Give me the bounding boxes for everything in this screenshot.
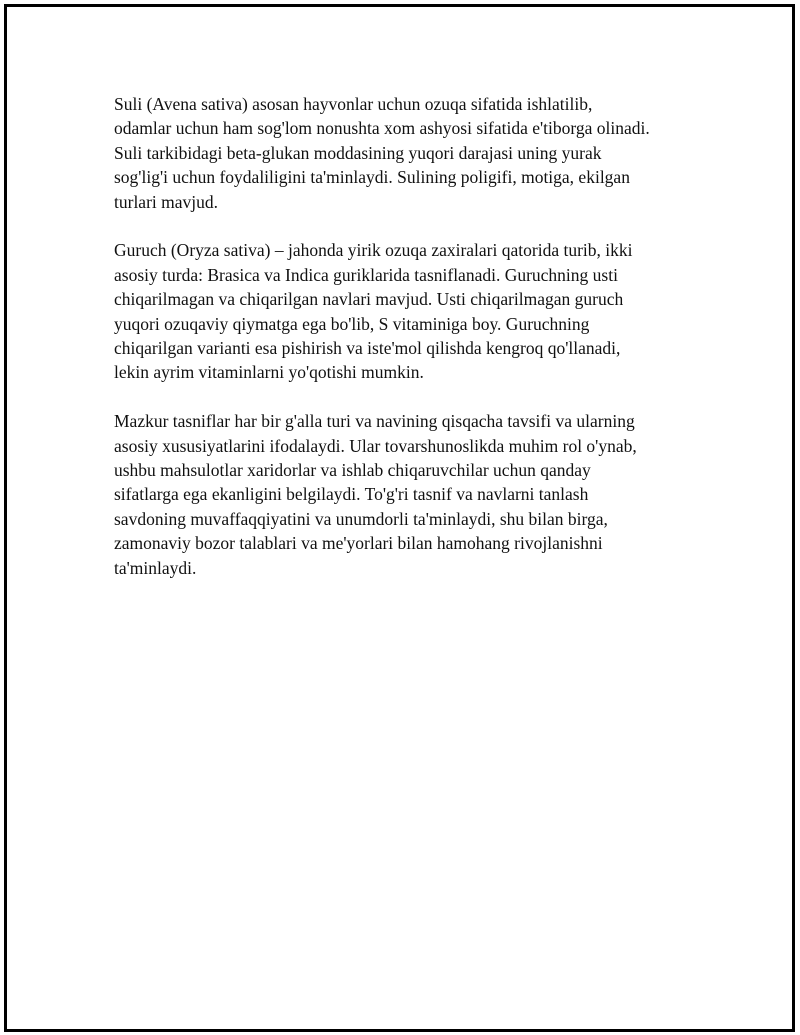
text-line: chiqarilgan varianti esa pishirish va iste'mol qilishda kengroq qo'llanadi, <box>114 338 621 359</box>
text-line: Guruch (Oryza sativa) – jahonda yirik ozuqa zaxiralari qatorida turib, ikki <box>114 240 633 261</box>
text-line: Suli (Avena sativa) asosan hayvonlar uchun ozuqa sifatida ishlatilib, <box>114 94 593 114</box>
text-line: ta'minlaydi. <box>114 557 197 578</box>
text-line: ushbu mahsulotlar xaridorlar va ishlab chiqaruvchilar uchun qanday <box>114 460 591 481</box>
text-line: yuqori ozuqaviy qiymatga ega bo'lib, S vitaminiga boy. Guruchning <box>114 313 590 334</box>
text-line: turlari mavjud. <box>114 191 219 212</box>
paragraph-rice <box>114 238 714 384</box>
text-line: zamonaviy bozor talablari va me'yorlari bilan hamohang rivojlanishni <box>114 533 603 554</box>
text-line: savdoning muvaffaqqiyatini va unumdorli ta'minlaydi, shu bilan birga, <box>114 508 608 529</box>
text-line: chiqarilmagan va chiqarilgan navlari mavjud. Usti chiqarilmagan guruch <box>114 289 624 310</box>
text-line: sog'lig'i uchun foydaliligini ta'minlaydi. Sulining poligifi, motiga, ekilgan <box>114 167 630 188</box>
paragraph-oats <box>114 92 714 214</box>
text-line: asosiy turda: Brasica va Indica guriklarida tasniflanadi. Guruchning usti <box>114 264 618 285</box>
text-line: Suli tarkibidagi beta-glukan moddasining yuqori darajasi uning yurak <box>114 142 602 163</box>
text-line: asosiy xususiyatlarini ifodalaydi. Ular tovarshunoslikda muhim rol o'ynab, <box>114 435 637 456</box>
text-line: odamlar uchun ham sog'lom nonushta xom ashyosi sifatida e'tiborga olinadi. <box>114 118 650 139</box>
text-line: lekin ayrim vitaminlarni yo'qotishi mumkin. <box>114 362 424 383</box>
document-body <box>114 92 714 604</box>
text-line: sifatlarga ega ekanligini belgilaydi. To'g'ri tasnif va navlarni tanlash <box>114 484 589 505</box>
paragraph-summary <box>114 409 714 580</box>
text-line: Mazkur tasniflar har bir g'alla turi va navining qisqacha tavsifi va ularning <box>114 411 635 432</box>
